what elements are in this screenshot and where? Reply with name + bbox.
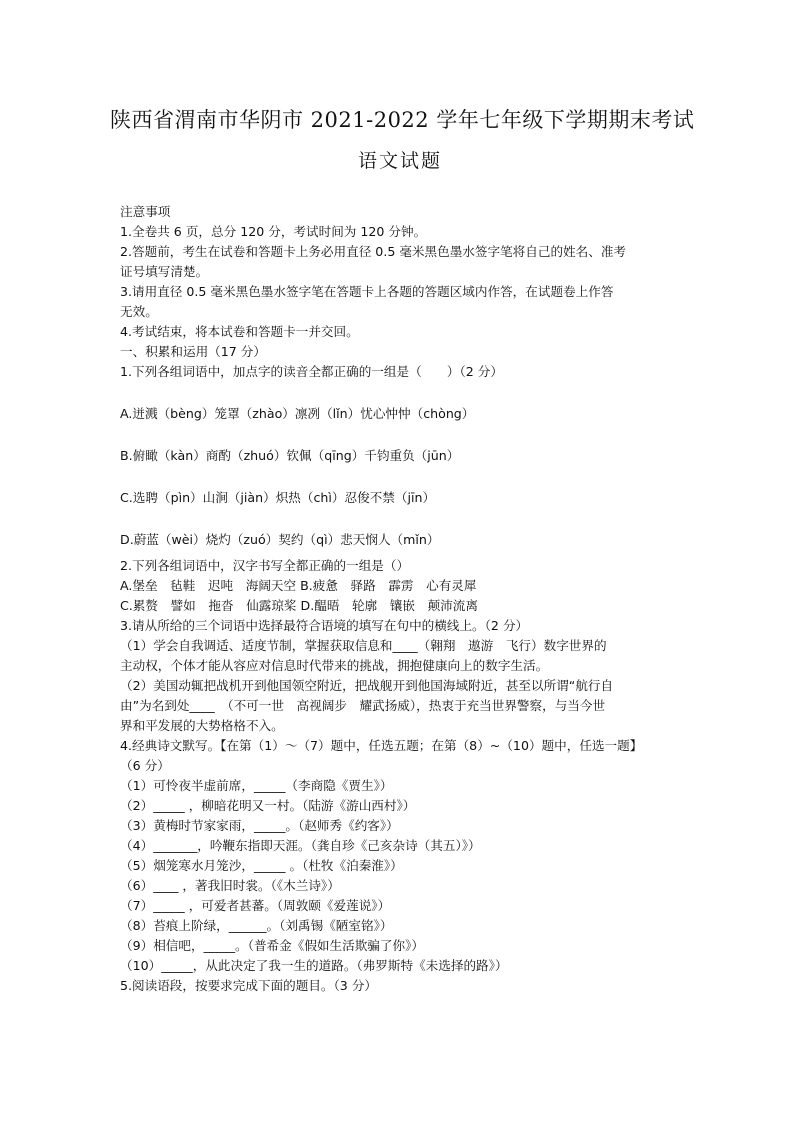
question-4-stem: 4.经典诗文默写。【在第（1）～（7）题中，任选五题；在第（8）~（10）题中，任选一题】: [120, 738, 643, 753]
question-3-part-1-line-2: 主动权，个体才能从容应对信息时代带来的挑战，拥抱健康向上的数字生活。: [120, 658, 549, 673]
question-1-option-c: C.选聘（pìn）山涧（jiàn）炽热（chì）忍俊不禁（jīn）: [120, 490, 436, 505]
question-4-item-4: （4）_______，吟鞭东指即天涯。（龚自珍《己亥杂诗（其五）》）: [120, 838, 481, 853]
question-5-stem: 5.阅读语段，按要求完成下面的题目。（3 分）: [120, 978, 378, 993]
question-3-part-2-line-2: 由”为名到处____ （不可一世 高视阔步 耀武扬威），热衷于充当世界警察，与当今世: [120, 698, 606, 713]
note-2-line-2: 证号填写清楚。: [120, 264, 209, 279]
question-3-part-1-line-1: （1）学会自我调适、适度节制，掌握获取信息和____（翱翔 遨游 飞行）数字世界的: [120, 638, 607, 653]
question-1-option-b: B.俯瞰（kàn）商酌（zhuó）钦佩（qīng）千钧重负（jūn）: [120, 448, 460, 463]
question-4-item-8: （8）苔痕上阶绿，______。（刘禹锡《陋室铭》）: [120, 918, 393, 933]
document-subtitle: 语文试题: [357, 150, 442, 172]
question-4-item-10: （10）_____，从此决定了我一生的道路。（弗罗斯特《未选择的路》）: [120, 958, 508, 973]
question-4-item-9: （9）相信吧，_____。（普希金《假如生活欺骗了你》）: [120, 938, 424, 953]
question-1-option-d: D.蔚蓝（wèi）烧灼（zuó）契约（qì）悲天悯人（mǐn）: [120, 532, 440, 547]
question-2-options-line-2: C.累赘 譬如 拖沓 仙露琼桨 D.醖晤 轮廓 镶嵌 颠沛流离: [120, 598, 478, 613]
section-1-heading: 一、积累和运用（17 分）: [120, 344, 266, 359]
note-1: 1.全卷共 6 页，总分 120 分，考试时间为 120 分钟。: [120, 224, 427, 239]
exam-body: [120, 202, 710, 996]
question-2-options-line-1: A.堡垒 毡鞋 迟吨 海阔天空 B.疲惫 驿路 霹雳 心有灵犀: [120, 578, 477, 593]
question-4-item-1: （1）可怜夜半虚前席，_____（李商隐《贾生》）: [120, 778, 393, 793]
question-3-part-2-line-3: 界和平发展的大势格格不入。: [120, 718, 284, 733]
note-3-line-1: 3.请用直径 0.5 毫米黑色墨水签字笔在答题卡上各题的答题区域内作答，在试题卷上作答: [120, 284, 614, 299]
question-4-item-5: （5）烟笼寒水月笼沙，_____ 。（杜牧《泊秦淮》）: [120, 858, 403, 873]
question-4-item-7: （7）_____ ，可爱者甚蕃。（周敦颐《爱莲说》）: [120, 898, 391, 913]
question-4-score: （6 分）: [120, 758, 170, 773]
note-4: 4.考试结束，将本试卷和答题卡一并交回。: [120, 324, 359, 339]
note-3-line-2: 无效。: [120, 304, 158, 319]
question-1-stem: 1.下列各组词语中，加点字的读音全都正确的一组是（ ）（2 分）: [120, 364, 503, 379]
note-2-line-1: 2.答题前，考生在试卷和答题卡上务必用直径 0.5 毫米黑色墨水签字笔将自己的姓名、准考: [120, 244, 627, 259]
question-4-item-6: （6）____ ，著我旧时裳。（《木兰诗》）: [120, 878, 340, 893]
question-1-option-a: A.迸溅（bèng）笼罩（zhào）凛冽（lǐn）忧心忡忡（chòng）: [120, 406, 475, 421]
question-3-part-2-line-1: （2）美国动辄把战机开到他国领空附近，把战舰开到他国海域附近，甚至以所谓“航行自: [120, 678, 614, 693]
question-4-item-2: （2）_____ ，柳暗花明又一村。（陆游《游山西村》）: [120, 798, 416, 813]
question-4-item-3: （3）黄梅时节家家雨，_____。（赵师秀《约客》）: [120, 818, 399, 833]
document-title: 陕西省渭南市华阴市 2021-2022 学年七年级下学期期末考试: [110, 108, 695, 132]
question-2-stem: 2.下列各组词语中，汉字书写全都正确的一组是（）: [120, 558, 410, 573]
question-3-stem: 3.请从所给的三个词语中选择最符合语境的填写在句中的横线上。（2 分）: [120, 618, 529, 633]
notes-heading: 注意事项: [120, 204, 171, 219]
